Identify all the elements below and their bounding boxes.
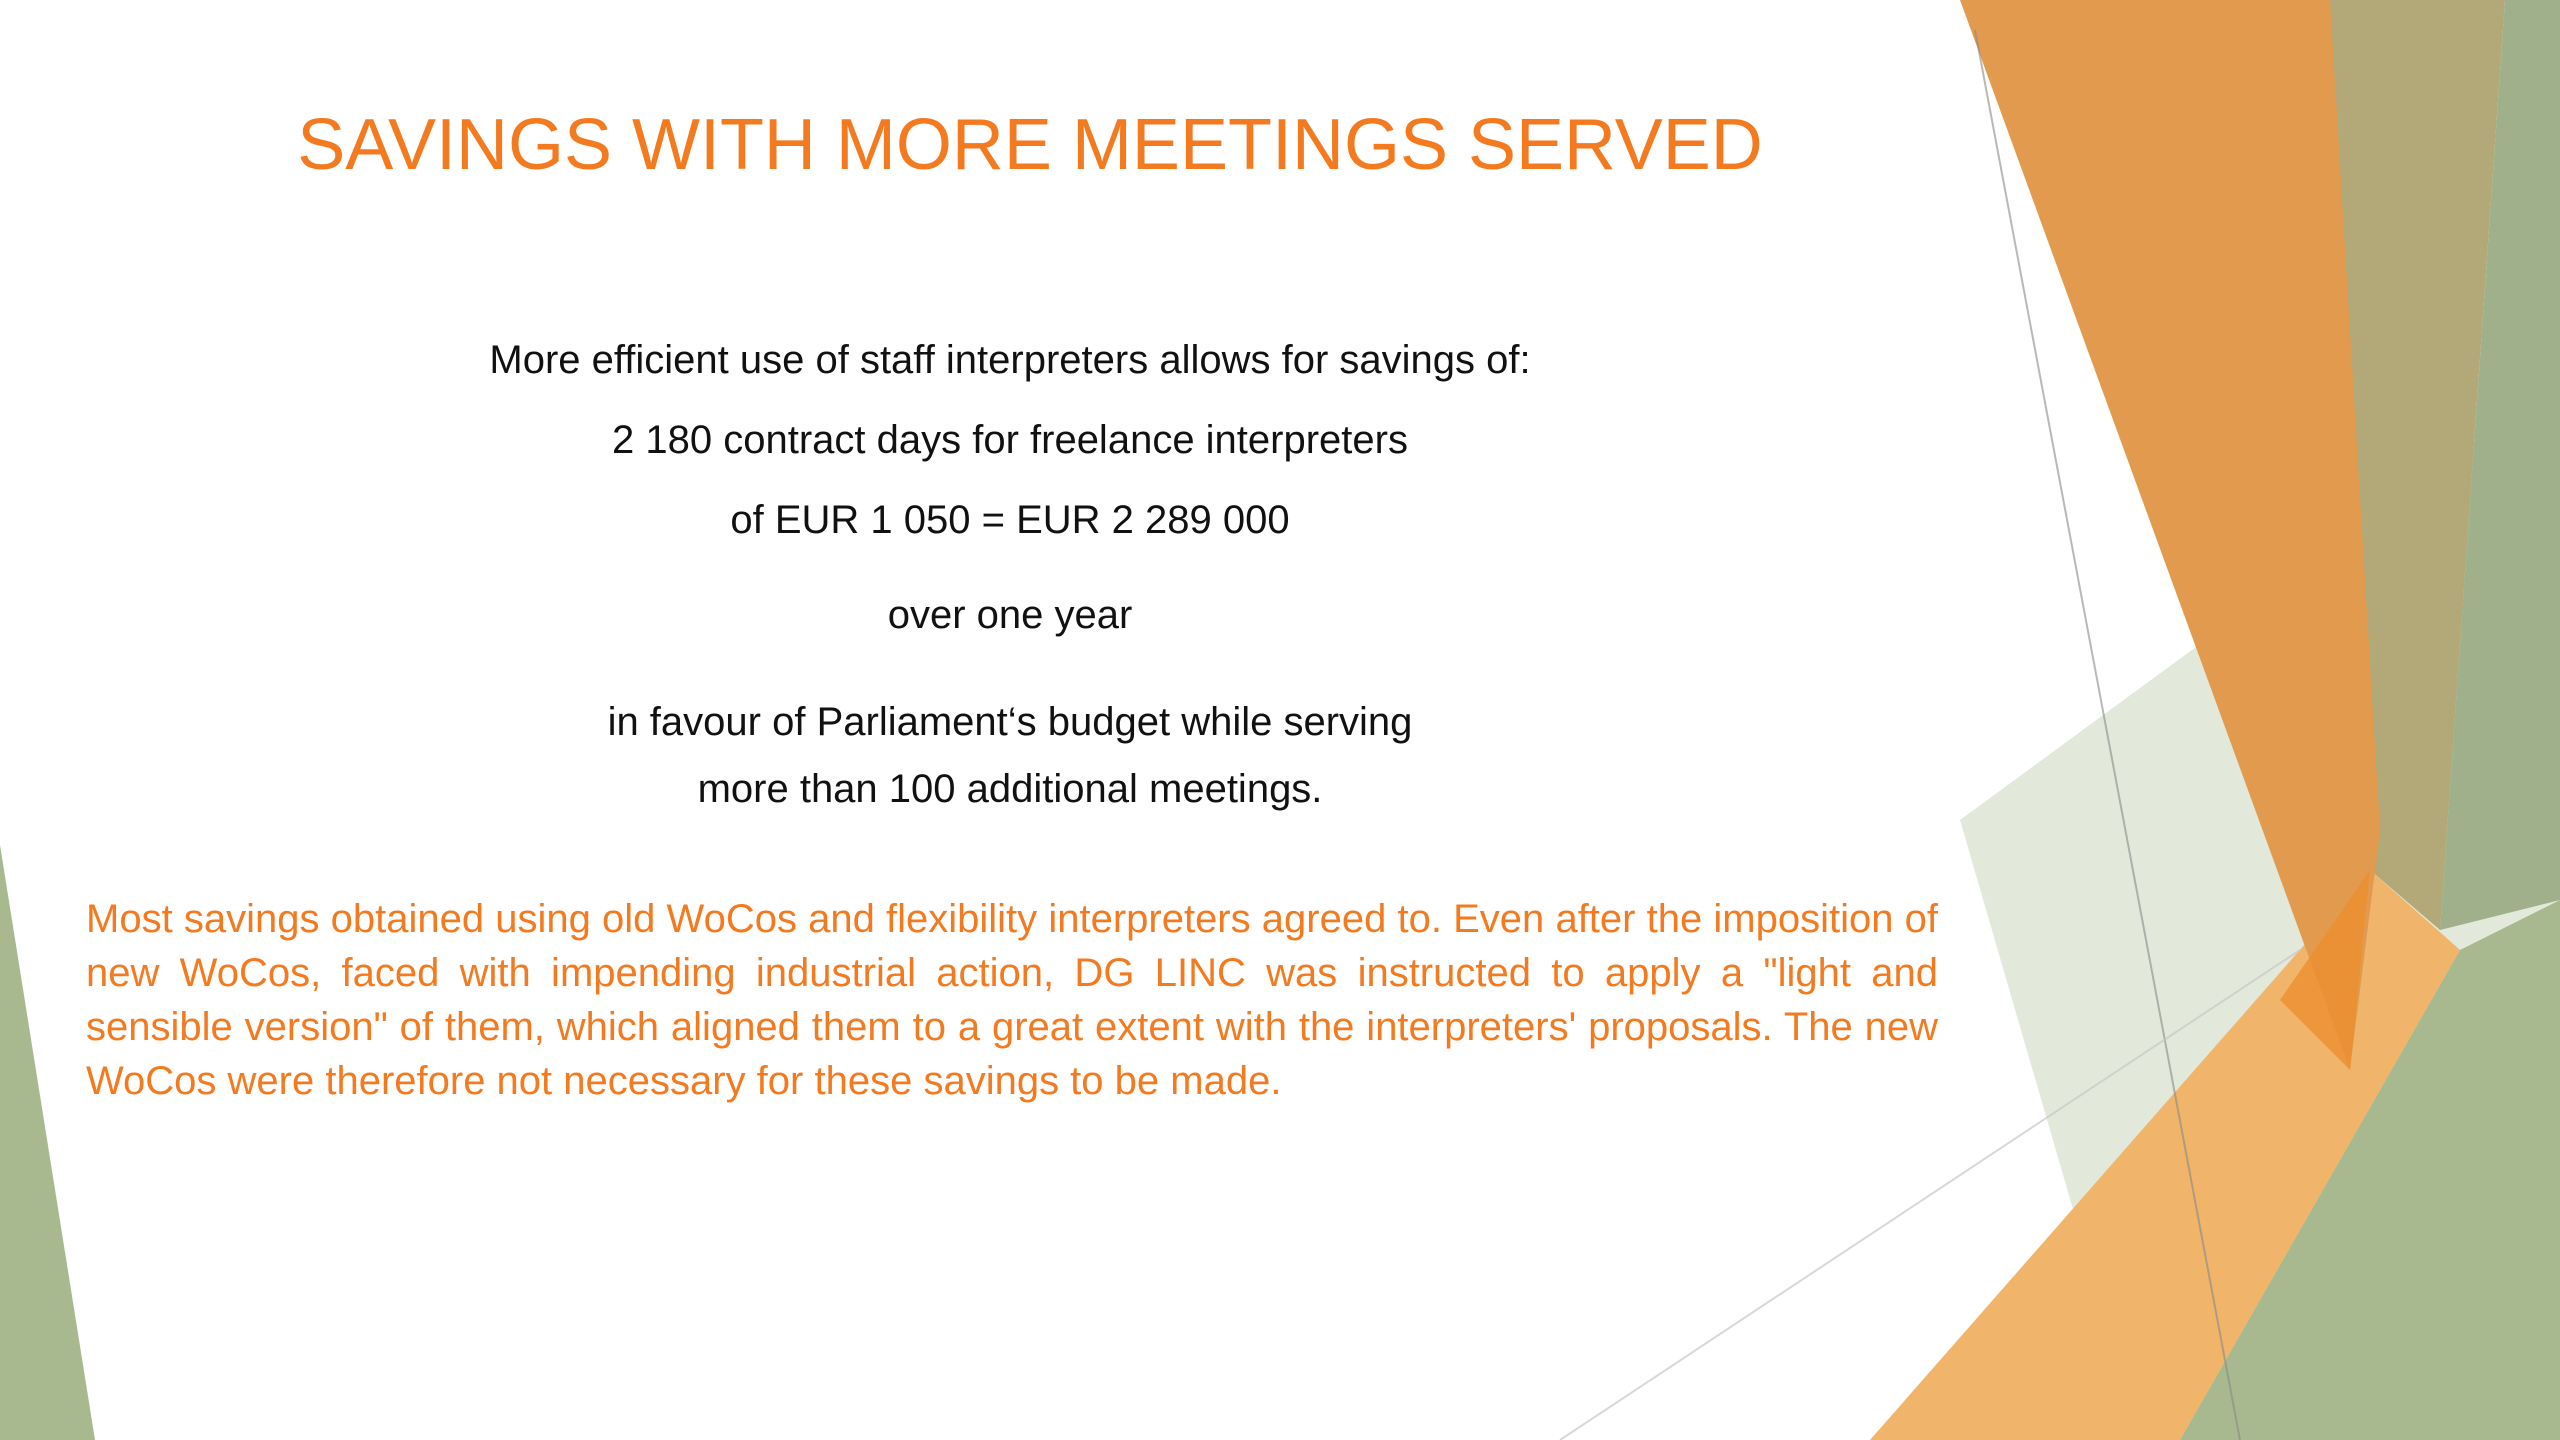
body-line-amount: of EUR 1 050 = EUR 2 289 000 (730, 498, 1290, 542)
body-line-intro: More efficient use of staff interpreters allows for savings of: (489, 338, 1531, 382)
left-green-sliver (0, 845, 95, 1440)
slide-title: SAVINGS WITH MORE MEETINGS SERVED (297, 105, 1763, 185)
body-line-period: over one year (887, 593, 1133, 637)
body-line-budget: in favour of Parliament‘s budget while serving (607, 700, 1413, 744)
savings-note: Most savings obtained using old WoCos and flexibility interpreters agreed to. Even after the imposition of new WoCos, faced with impending industrial action, DG LINC was instructed to apply a "light and sensible version" of them, which aligned them to a great extent with the interpreters' proposals. The new WoCos were therefore not necessary for these savings to be made. (86, 897, 1938, 1103)
body-line-contract-days: 2 180 contract days for freelance interpreters (612, 418, 1408, 462)
body-line-meetings: more than 100 additional meetings. (697, 767, 1323, 811)
